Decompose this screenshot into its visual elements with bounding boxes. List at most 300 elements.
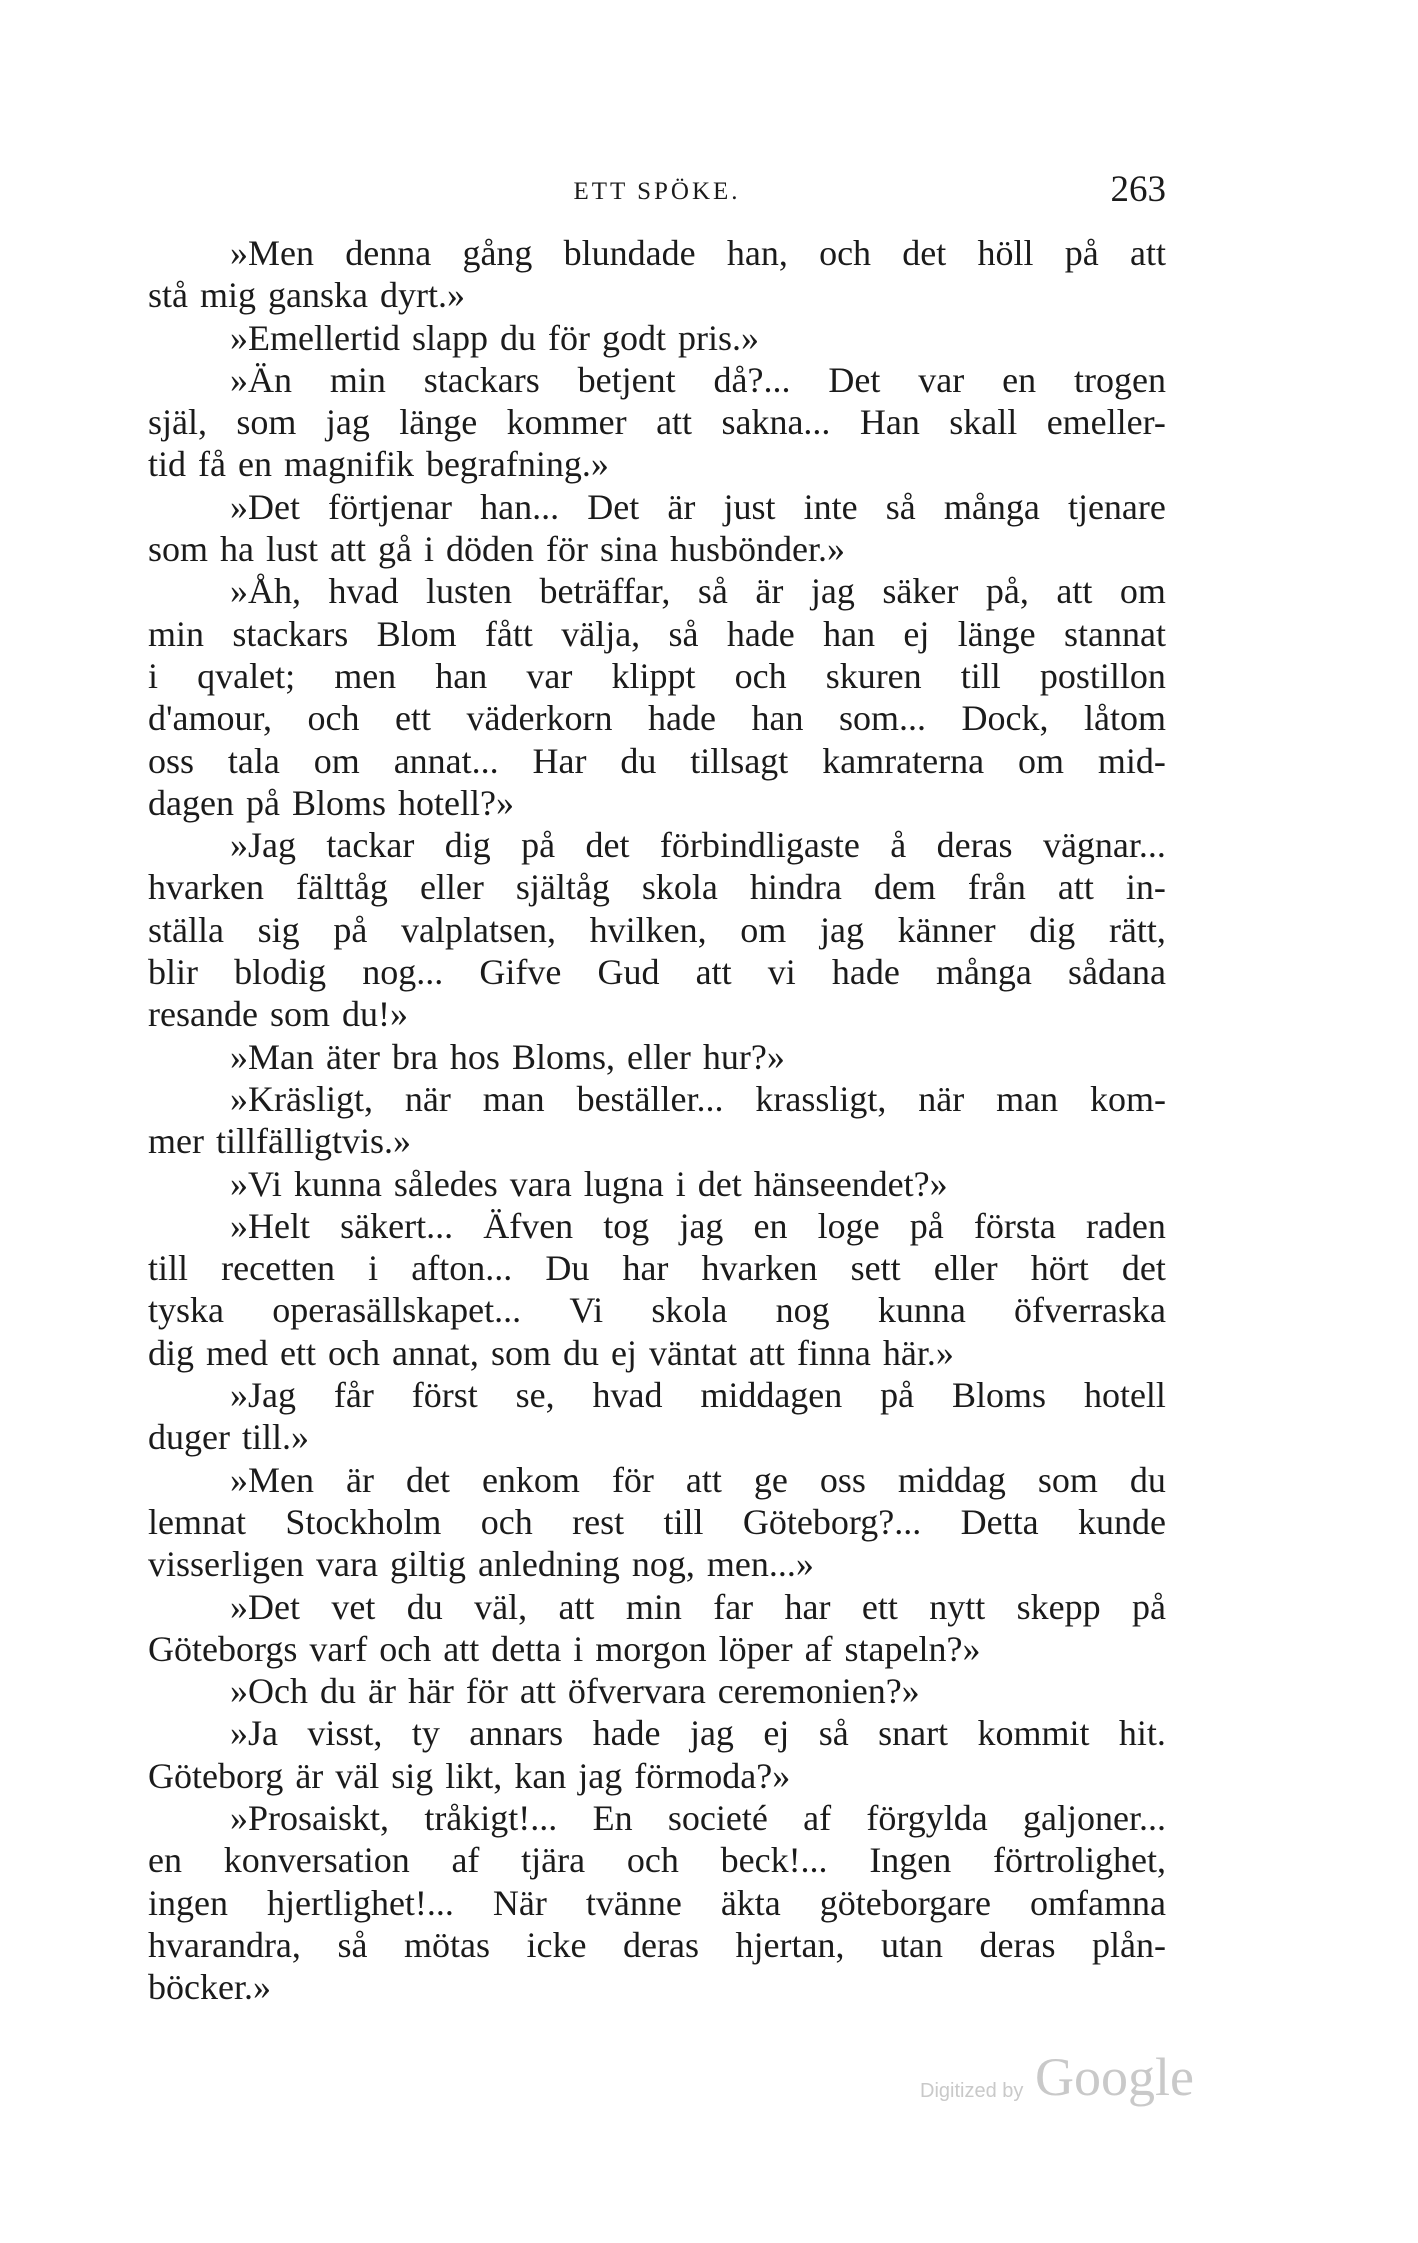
word: Han: [859, 402, 920, 443]
word: och: [734, 655, 787, 696]
digitized-watermark: [920, 2046, 1220, 2116]
word: hvad: [328, 571, 399, 612]
word: sådana: [1068, 952, 1166, 993]
word: krassligt,: [755, 1078, 887, 1119]
word: själ,: [148, 402, 207, 443]
word: lemnat: [148, 1501, 246, 1542]
word: när: [918, 1078, 965, 1119]
word: bra: [391, 1036, 438, 1077]
word: väl: [335, 1755, 380, 1796]
word: annars: [469, 1713, 564, 1754]
word: tillfälligtvis.»: [215, 1121, 411, 1162]
word: Ingen: [869, 1840, 952, 1881]
text-line: [148, 274, 1166, 316]
word: hvad: [592, 1375, 663, 1416]
word: kom-: [1089, 1078, 1166, 1119]
word: att: [1129, 233, 1166, 273]
text-line: [148, 1459, 1166, 1501]
word: »Än: [230, 359, 292, 400]
text-line: [148, 1755, 1166, 1797]
word: jag: [679, 1205, 724, 1246]
word: på: [245, 782, 280, 823]
word: jag: [810, 571, 855, 612]
word: vara: [509, 1163, 572, 1204]
word: Bloms: [291, 782, 386, 823]
word: mid-: [1097, 740, 1166, 781]
text-line: [148, 1966, 1166, 2008]
word: in-: [1125, 867, 1166, 908]
word: När: [492, 1882, 547, 1923]
word: som: [490, 1332, 551, 1373]
word: hänseendet?»: [753, 1163, 948, 1204]
word: »Ja: [230, 1713, 278, 1754]
page-number: 263: [1110, 169, 1166, 210]
word: då?...: [713, 359, 791, 400]
word: Du: [545, 1248, 590, 1289]
word: societé: [667, 1797, 768, 1838]
word: Gifve: [479, 952, 562, 993]
word: raden: [1085, 1205, 1166, 1246]
word: som...: [838, 698, 926, 739]
word: klippt: [611, 655, 696, 696]
word: slapp: [411, 317, 488, 358]
word: en: [753, 1205, 788, 1246]
word: om: [740, 909, 787, 950]
text-line: [148, 1712, 1166, 1754]
word: tala: [227, 740, 280, 781]
word: godt: [601, 317, 666, 358]
word: oss: [148, 740, 195, 781]
text-line: [148, 1247, 1166, 1289]
word: låtom: [1084, 698, 1166, 739]
word: se,: [515, 1375, 555, 1416]
text-line: [148, 909, 1166, 951]
word: således: [393, 1163, 498, 1204]
word: har: [784, 1586, 831, 1627]
word: han: [751, 698, 804, 739]
text-line: [148, 1120, 1166, 1162]
word: nytt: [929, 1586, 986, 1627]
word: att: [695, 952, 732, 993]
word: att: [330, 529, 366, 570]
text-line: [148, 528, 1166, 570]
word: själtåg: [515, 867, 610, 908]
word: Vi: [569, 1290, 604, 1331]
word: mig: [200, 275, 257, 316]
word: Göteborg: [148, 1755, 284, 1796]
text-line: [148, 1543, 1166, 1585]
word: och: [626, 1840, 679, 1881]
word: du: [1129, 1459, 1166, 1500]
word: tjära: [521, 1840, 586, 1881]
word: i: [573, 1628, 584, 1669]
word: blundade: [563, 233, 696, 273]
word: detta: [491, 1628, 562, 1669]
word: beträffar,: [539, 571, 671, 612]
text-line: [148, 1332, 1166, 1374]
word: och: [379, 1628, 432, 1669]
word: skola: [641, 867, 718, 908]
word: skuren: [825, 655, 922, 696]
text-line: [148, 1374, 1166, 1416]
word: jag: [689, 1713, 734, 1754]
word: han: [435, 655, 488, 696]
word: vet: [331, 1586, 376, 1627]
word: utan: [881, 1924, 943, 1965]
word: tog: [603, 1205, 650, 1246]
word: Bloms: [952, 1375, 1047, 1416]
word: du!»: [341, 994, 408, 1035]
word: husbönder.»: [669, 529, 845, 570]
text-line: [148, 1205, 1166, 1247]
word: hvarandra,: [148, 1924, 301, 1965]
word: blodig: [234, 952, 327, 993]
word: det: [697, 1163, 742, 1204]
word: af: [803, 1797, 832, 1838]
word: »Helt: [230, 1205, 310, 1246]
word: men: [334, 655, 397, 696]
word: hade: [831, 952, 900, 993]
word: var: [918, 359, 965, 400]
text-line: [148, 1289, 1166, 1331]
word: vägnar...: [1042, 825, 1166, 866]
word: för: [465, 1671, 508, 1712]
word: ganska: [268, 275, 368, 316]
word: i: [675, 1163, 686, 1204]
word: många: [935, 952, 1032, 993]
digitized-by-text: Digitized by: [920, 2080, 1024, 2102]
word: dig: [444, 825, 491, 866]
text-line: [148, 1501, 1166, 1543]
text-line: [148, 1416, 1166, 1458]
word: på: [333, 909, 368, 950]
word: icke: [526, 1924, 587, 1965]
word: som: [236, 402, 297, 443]
word: till: [663, 1501, 704, 1542]
word: väderkorn: [466, 698, 613, 739]
word: rest: [572, 1501, 625, 1542]
word: tråkigt!...: [424, 1797, 558, 1838]
word: många: [943, 486, 1040, 527]
word: nog...: [362, 952, 444, 993]
word: Stockholm: [285, 1501, 442, 1542]
word: att: [443, 1628, 480, 1669]
word: sig: [257, 909, 300, 950]
word: till: [148, 1248, 189, 1289]
word: öfverraska: [1014, 1290, 1166, 1331]
word: qvalet;: [197, 655, 296, 696]
word: hjertlighet!...: [266, 1882, 454, 1923]
word: betjent: [577, 359, 676, 400]
word: skola: [651, 1290, 728, 1331]
word: lust: [266, 529, 319, 570]
word: hvarken: [701, 1248, 818, 1289]
text-line: [148, 824, 1166, 866]
word: stå: [148, 275, 188, 316]
word: dig: [1029, 909, 1076, 950]
word: mötas: [403, 1924, 490, 1965]
text-line: [148, 655, 1166, 697]
word: på: [1064, 233, 1099, 273]
word: »Kräsligt,: [230, 1078, 373, 1119]
word: kommer: [506, 402, 627, 443]
text-body: [148, 232, 1166, 2008]
word: om: [313, 740, 360, 781]
word: min: [148, 613, 205, 654]
word: länge: [399, 402, 478, 443]
running-title: ETT SPÖKE.: [573, 178, 741, 205]
word: ej: [903, 613, 930, 654]
word: resande: [148, 994, 258, 1035]
word: Bloms,: [511, 1036, 615, 1077]
word: tillsagt: [690, 740, 789, 781]
word: stannat: [1063, 613, 1166, 654]
word: sakna...: [721, 402, 831, 443]
word: Göteborg?...: [742, 1501, 922, 1542]
word: Dock,: [961, 698, 1049, 739]
word: »Och: [230, 1671, 308, 1712]
word: pris.»: [677, 317, 759, 358]
word: beställer...: [576, 1078, 724, 1119]
word: ställa: [148, 909, 224, 950]
word: tjenare: [1067, 486, 1166, 527]
word: recetten: [221, 1248, 336, 1289]
word: i: [368, 1248, 379, 1289]
word: gång: [462, 233, 533, 273]
text-line: [148, 1628, 1166, 1670]
word: om: [1119, 571, 1166, 612]
word: ett: [280, 1332, 316, 1373]
word: det: [585, 825, 630, 866]
word: är: [295, 1755, 324, 1796]
text-line: [148, 993, 1166, 1035]
word: ej: [763, 1713, 790, 1754]
word: hindra: [749, 867, 842, 908]
word: Detta: [960, 1501, 1039, 1542]
word: ha: [220, 529, 254, 570]
word: oss: [819, 1459, 866, 1500]
word: ge: [753, 1459, 788, 1500]
word: stackars: [423, 359, 540, 400]
word: till: [960, 655, 1001, 696]
word: ty: [411, 1713, 440, 1754]
word: ett: [395, 698, 432, 739]
word: har: [622, 1248, 669, 1289]
word: middag: [897, 1459, 1006, 1500]
word: säkert...: [340, 1205, 454, 1246]
word: galjoner...: [1023, 1797, 1166, 1838]
word: stapeln?»: [844, 1628, 981, 1669]
word: sig: [391, 1755, 434, 1796]
word: döden: [446, 529, 534, 570]
word: han...: [480, 486, 560, 527]
word: du: [406, 1586, 443, 1627]
word: och: [819, 233, 872, 273]
word: blir: [148, 952, 198, 993]
word: af: [451, 1840, 480, 1881]
text-line: [148, 1163, 1166, 1205]
word: var: [526, 655, 573, 696]
word: hotell?»: [397, 782, 514, 823]
word: så: [697, 571, 728, 612]
word: hade: [592, 1713, 661, 1754]
word: »Men: [230, 1459, 314, 1500]
word: vi: [767, 952, 796, 993]
word: stackars: [232, 613, 349, 654]
word: hjertan,: [735, 1924, 845, 1965]
word: sett: [850, 1248, 901, 1289]
word: så: [668, 613, 699, 654]
word: ett: [861, 1586, 898, 1627]
text-line: [148, 570, 1166, 612]
word: jag: [578, 1755, 623, 1796]
word: ingen: [148, 1882, 228, 1923]
word: dem: [873, 867, 936, 908]
word: visst,: [307, 1713, 383, 1754]
word: en: [148, 1840, 182, 1881]
word: en: [237, 444, 272, 485]
word: förmoda?»: [634, 1755, 791, 1796]
word: annat...: [393, 740, 499, 781]
word: kamraterna: [822, 740, 985, 781]
word: Gud: [597, 952, 660, 993]
word: höll: [977, 233, 1034, 273]
word: »Men: [230, 233, 314, 273]
word: jag: [819, 909, 864, 950]
word: inte: [803, 486, 858, 527]
word: beck!...: [720, 1840, 828, 1881]
word: på: [1132, 1586, 1166, 1627]
word: länge: [957, 613, 1036, 654]
word: så: [885, 486, 916, 527]
word: öfvervara: [567, 1671, 706, 1712]
word: deras: [623, 1924, 699, 1965]
word: just: [723, 486, 776, 527]
word: »Emellertid: [230, 317, 400, 358]
word: tyska: [148, 1290, 224, 1331]
word: du: [319, 1671, 356, 1712]
word: En: [592, 1797, 633, 1838]
word: väl,: [474, 1586, 528, 1627]
word: kan: [514, 1755, 567, 1796]
text-line: [148, 697, 1166, 739]
word: fälttåg: [295, 867, 388, 908]
word: på: [909, 1205, 944, 1246]
word: deras: [936, 825, 1013, 866]
text-line: [148, 1670, 1166, 1712]
word: jag: [325, 402, 370, 443]
text-line: [148, 782, 1166, 824]
word: Har: [532, 740, 587, 781]
word: Det: [587, 486, 640, 527]
word: göteborgare: [819, 1882, 992, 1923]
word: att: [519, 1671, 556, 1712]
word: snart: [878, 1713, 949, 1754]
word: förtrolighet,: [993, 1840, 1166, 1881]
running-head: [148, 168, 1166, 216]
text-line: [148, 1036, 1166, 1078]
word: men...»: [706, 1544, 814, 1585]
word: förtjenar: [328, 486, 453, 527]
word: »Åh,: [230, 571, 301, 612]
word: äter: [326, 1036, 380, 1077]
word: det: [902, 233, 947, 273]
word: när: [404, 1078, 451, 1119]
word: du: [562, 1332, 599, 1373]
word: om: [1017, 740, 1064, 781]
word: middagen: [700, 1375, 843, 1416]
text-line: [148, 401, 1166, 443]
word: det: [405, 1459, 450, 1500]
word: ej: [610, 1332, 637, 1373]
word: så: [818, 1713, 849, 1754]
word: som: [148, 529, 209, 570]
word: du: [499, 317, 536, 358]
word: väntat: [648, 1332, 737, 1373]
word: du: [620, 740, 657, 781]
word: Göteborgs: [148, 1628, 298, 1669]
word: min: [329, 359, 386, 400]
word: tackar: [326, 825, 415, 866]
word: trogen: [1073, 359, 1166, 400]
word: så: [337, 1924, 368, 1965]
word: gå: [378, 529, 412, 570]
word: säker: [882, 571, 959, 612]
text-line: [148, 1078, 1166, 1120]
text-line: [148, 951, 1166, 993]
word: »Man: [230, 1036, 314, 1077]
word: anledning: [477, 1544, 620, 1585]
word: giltig: [389, 1544, 466, 1585]
text-line: [148, 1839, 1166, 1881]
word: hit.: [1118, 1713, 1166, 1754]
word: hvilken,: [589, 909, 707, 950]
text-line: [148, 443, 1166, 485]
word: på: [880, 1375, 915, 1416]
word: förgylda: [866, 1797, 988, 1838]
word: är: [367, 1671, 396, 1712]
word: postillon: [1039, 655, 1166, 696]
word: min: [625, 1586, 682, 1627]
text-line: [148, 866, 1166, 908]
word: »Jag: [230, 1375, 296, 1416]
text-line: [148, 232, 1166, 274]
word: af: [804, 1628, 833, 1669]
word: böcker.»: [148, 1967, 271, 2008]
word: förbindligaste: [659, 825, 860, 866]
word: eller: [933, 1248, 998, 1289]
word: man: [482, 1078, 545, 1119]
word: att: [685, 1459, 722, 1500]
word: begrafning.»: [425, 444, 609, 485]
word: att: [656, 402, 693, 443]
word: denna: [345, 233, 432, 273]
word: nog: [775, 1290, 830, 1331]
word: här.»: [882, 1332, 954, 1373]
word: tvänne: [585, 1882, 682, 1923]
word: eller: [626, 1036, 691, 1077]
word: till.»: [241, 1417, 309, 1458]
word: rätt,: [1108, 909, 1166, 950]
text-line: [148, 740, 1166, 782]
word: dig: [148, 1332, 195, 1373]
word: man: [996, 1078, 1059, 1119]
word: ceremonien?»: [717, 1671, 920, 1712]
word: första: [973, 1205, 1056, 1246]
word: är: [667, 486, 696, 527]
word: att: [1056, 571, 1093, 612]
word: tid: [148, 444, 187, 485]
